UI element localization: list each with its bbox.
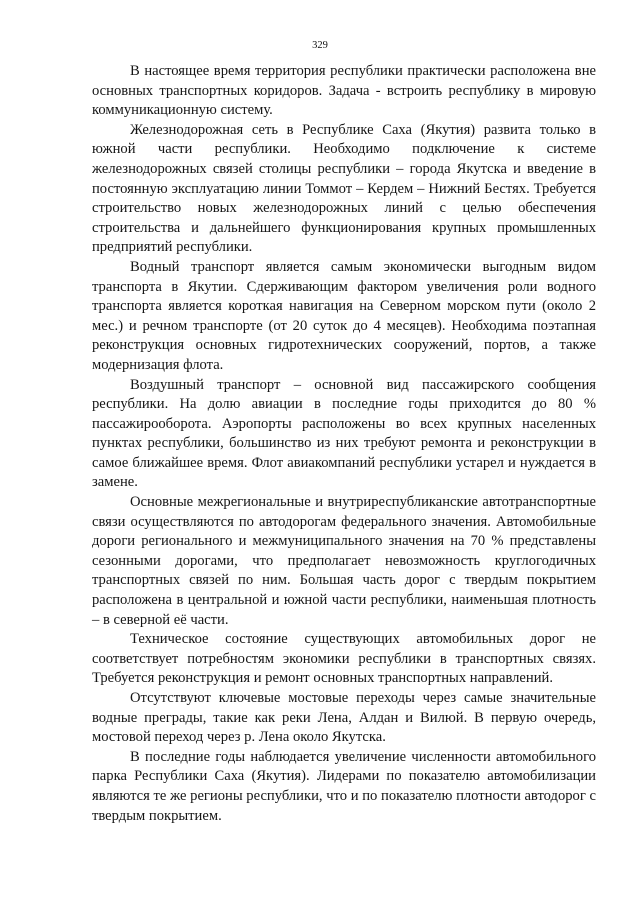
page-number: 329	[312, 40, 328, 51]
paragraph-intro: В настоящее время территория республики практически расположена вне основных транспортных коридоров. Задача - встроить республику в мировую коммуникационную систему.	[92, 63, 596, 119]
paragraph-road-network: Основные межрегиональные и внутриреспубликанские автотранспортные связи осуществляются по автодорогам федерального значения. Автомобильные дороги регионального и межмуниципального значения на 70 % представлены сезонными дорогами, что предполагает невозможность круглогодичных транспортных связей по ним. Большая часть дорог с твердым покрытием расположена в центральной и южной части республики, наименьшая плотность – в северной её части.	[92, 494, 596, 628]
paragraph-road-condition: Техническое состояние существующих автомобильных дорог не соответствует потребностям экономики республики в транспортных связях. Требуется реконструкция и ремонт основных транспортных направлений.	[92, 631, 596, 687]
paragraph-bridges: Отсутствуют ключевые мостовые переходы через самые значительные водные преграды, такие как реки Лена, Алдан и Вилюй. В первую очередь, мостовой переход через р. Лена около Якутска.	[92, 690, 596, 746]
paragraph-railway: Железнодорожная сеть в Республике Саха (Якутия) развита только в южной части республики. Необходимо подключение к системе железнодорожных связей столицы республики – города Якутска и введение в постоянную эксплуатацию линии Томмот – Кердем – Нижний Бестях. Требуется строительство новых железнодорожных линий с целью обеспечения строительства и дальнейшего функционирования крупных промышленных предприятий республики.	[92, 121, 596, 256]
paragraph-water-transport: Водный транспорт является самым экономически выгодным видом транспорта в Якутии. Сдерживающим фактором увеличения роли водного транспорта является короткая навигация на Северном морском пути (около 2 мес.) и речном транспорте (от 20 суток до 4 месяцев). Необходима поэтапная реконструкция основных гидротехнических сооружений, портов, а также модернизация флота.	[92, 258, 596, 373]
document-body	[92, 62, 596, 826]
paragraph-air-transport: Воздушный транспорт – основной вид пассажирского сообщения республики. На долю авиации в последние годы приходится до 80 % пассажирооборота. Аэропорты расположены во всех крупных населенных пунктах республики, большинство из них требуют ремонта и реконструкции в самое ближайшее время. Флот авиакомпаний республики устарел и нуждается в замене.	[92, 376, 596, 491]
paragraph-motorization: В последние годы наблюдается увеличение численности автомобильного парка Республики Саха (Якутия). Лидерами по показателю автомобилизации являются те же регионы республики, что и по показателю плотности автодорог с твердым покрытием.	[92, 748, 596, 824]
